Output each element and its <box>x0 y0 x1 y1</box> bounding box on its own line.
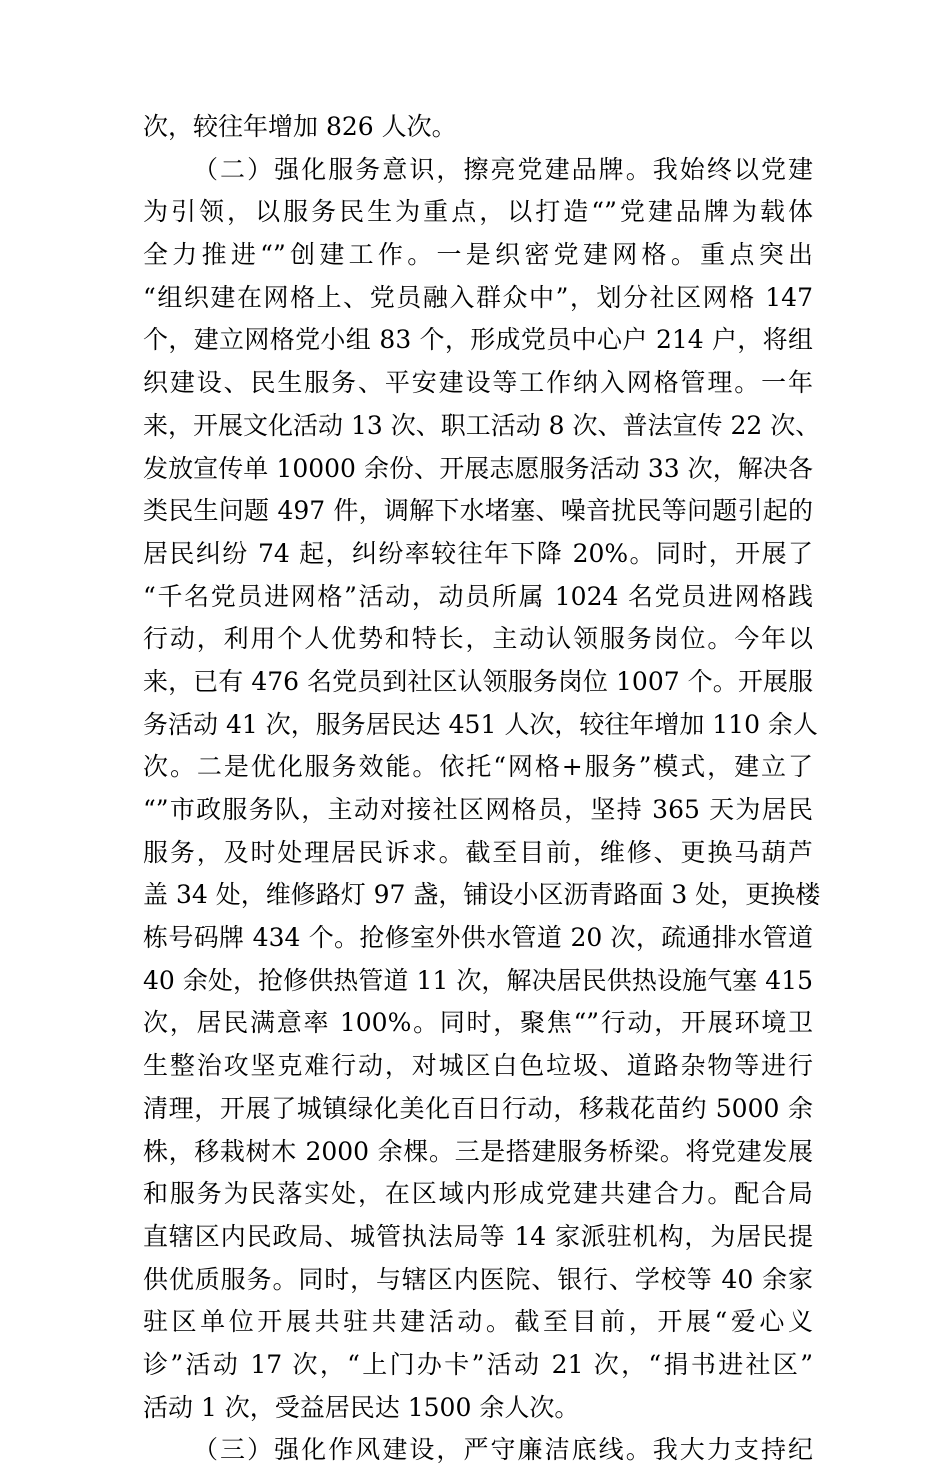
text-line: 盖 34 处，维修路灯 97 盏，铺设小区沥青路面 3 处，更换楼 <box>143 880 821 910</box>
text-line: 供优质服务。同时，与辖区内医院、银行、学校等 40 余家 <box>143 1264 813 1294</box>
text-line: 株，移栽树木 2000 余棵。三是搭建服务桥梁。将党建发展 <box>143 1136 813 1166</box>
text-line: 务活动 41 次，服务居民达 451 人次，较往年增加 110 余人 <box>143 709 818 739</box>
text-line: 为引领，以服务民生为重点，以打造“”党建品牌为载体 <box>143 197 813 227</box>
text-line: 诊”活动 17 次，“上门办卡”活动 21 次，“捐书进社区” <box>143 1349 813 1379</box>
text-line: 活动 1 次，受益居民达 1500 余人次。 <box>143 1392 580 1422</box>
text-line: 40 余处，抢修供热管道 11 次，解决居民供热设施气塞 415 <box>143 965 813 995</box>
section-heading-3: （三）强化作风建设，严守廉洁底线。我大力支持纪 <box>193 1435 813 1465</box>
text-line: 直辖区内民政局、城管执法局等 14 家派驻机构，为居民提 <box>143 1221 813 1251</box>
text-line: 服务，及时处理居民诉求。截至目前，维修、更换马葫芦 <box>143 837 813 867</box>
text-line: 来，已有 476 名党员到社区认领服务岗位 1007 个。开展服 <box>143 666 813 696</box>
text-line: 个，建立网格党小组 83 个，形成党员中心户 214 户，将组 <box>143 325 813 355</box>
text-line: 次。二是优化服务效能。依托“网格+服务”模式，建立了 <box>143 752 813 782</box>
section-heading-2: （二）强化服务意识，擦亮党建品牌。我始终以党建 <box>193 154 813 184</box>
text-line: 居民纠纷 74 起，纠纷率较往年下降 20%。同时，开展了 <box>143 538 813 568</box>
text-line: 栋号码牌 434 个。抢修室外供水管道 20 次，疏通排水管道 <box>143 923 813 953</box>
text-line: 全力推进“”创建工作。一是织密党建网格。重点突出 <box>143 240 813 270</box>
text-line: 和服务为民落实处，在区域内形成党建共建合力。配合局 <box>143 1179 813 1209</box>
document-body <box>143 106 821 1472</box>
text-line: “组织建在网格上、党员融入群众中”，划分社区网格 147 <box>143 282 813 312</box>
text-line: “千名党员进网格”活动，动员所属 1024 名党员进网格践 <box>143 581 813 611</box>
text-line: 发放宣传单 10000 余份、开展志愿服务活动 33 次，解决各 <box>143 453 813 483</box>
text-line: 驻区单位开展共驻共建活动。截至目前，开展“爱心义 <box>143 1307 813 1337</box>
text-line: 来，开展文化活动 13 次、职工活动 8 次、普法宣传 22 次、 <box>143 410 821 440</box>
text-line: “”市政服务队，主动对接社区网格员，坚持 365 天为居民 <box>143 795 813 824</box>
text-line: 次，较往年增加 826 人次。 <box>143 112 457 141</box>
text-line: 类民生问题 497 件，调解下水堵塞、噪音扰民等问题引起的 <box>143 496 813 526</box>
text-line: 行动，利用个人优势和特长，主动认领服务岗位。今年以 <box>143 624 813 654</box>
text-line: 织建设、民生服务、平安建设等工作纳入网格管理。一年 <box>143 368 813 398</box>
text-line: 生整治攻坚克难行动，对城区白色垃圾、道路杂物等进行 <box>143 1051 813 1081</box>
text-line: 清理，开展了城镇绿化美化百日行动，移栽花苗约 5000 余 <box>143 1093 813 1123</box>
text-line: 次，居民满意率 100%。同时，聚焦“”行动，开展环境卫 <box>143 1008 813 1038</box>
